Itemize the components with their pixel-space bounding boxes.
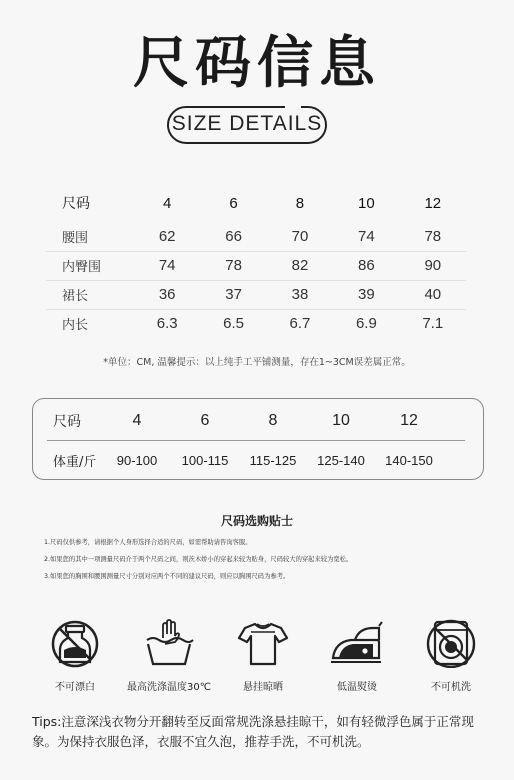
care-item-no-machine-wash — [406, 618, 496, 693]
table-cell: 6.9 — [355, 315, 377, 333]
table-cell: 82 — [267, 251, 333, 280]
weight-cell: 100-115 — [181, 452, 229, 468]
washing-tips: Tips:注意深浅衣物分开翻转至反面常规洗涤悬挂晾干，如有轻微浮色属于正常现象。为保持衣服色泽，衣服不宜久泡，推荐手洗，不可机洗。 — [32, 714, 474, 749]
list-item: 1.尺码仅供参考，请根据个人身形选择合适的尺码，如需帮助请咨询客服。 — [44, 539, 252, 546]
care-item-hang-dry — [218, 618, 308, 693]
table-cell: 6.3 — [156, 315, 178, 333]
row-label: 内臀围 — [46, 251, 134, 280]
table-cell: 6.7 — [289, 315, 311, 333]
size-cell: 10 — [332, 412, 350, 429]
table-row — [46, 251, 466, 280]
column-header: 12 — [424, 194, 442, 212]
table-cell: 7.1 — [422, 315, 444, 333]
weight-cell: 125-140 — [317, 452, 365, 468]
table-cell: 78 — [400, 222, 466, 251]
page-title: 尺码信息 — [133, 31, 381, 96]
page-subtitle: SIZE DETAILS — [171, 112, 323, 135]
column-header: 尺码 — [62, 196, 90, 212]
care-label: 不可机洗 — [431, 682, 471, 693]
weight-row-label: 体重/斤 — [53, 454, 97, 470]
low-iron-icon — [329, 618, 385, 668]
table-cell: 6.5 — [223, 315, 245, 333]
table-cell: 70 — [267, 222, 333, 251]
table-cell: 39 — [333, 280, 399, 309]
column-header: 10 — [358, 194, 375, 212]
table-cell: 74 — [333, 222, 399, 251]
care-label: 不可漂白 — [55, 682, 95, 693]
size-cell: 4 — [132, 412, 142, 429]
wash-30-icon — [143, 618, 195, 668]
table-cell: 62 — [134, 222, 200, 251]
weight-cell: 140-150 — [385, 452, 433, 468]
weight-table — [32, 398, 484, 480]
subtitle-badge — [167, 106, 327, 144]
shopping-tips-title: 尺码选购贴士 — [220, 514, 293, 528]
size-table-header — [46, 184, 466, 222]
column-header: 8 — [295, 194, 305, 212]
table-cell: 66 — [200, 222, 266, 251]
weight-table-size-row — [33, 403, 485, 439]
care-item-low-iron — [312, 618, 402, 693]
table-row — [46, 280, 466, 309]
table-cell: 40 — [400, 280, 466, 309]
list-item: 2.如果您的其中一项测量尺码介于两个尺码之间，则茨木娇小的穿起来较为贴身，尺码较大的穿起来较为宽松。 — [44, 556, 353, 563]
column-header: 6 — [229, 194, 238, 212]
list-item: 3.如果您的胸围和腰围测量尺寸分别对应两个不同的建议尺码，则应以胸围尺码为参考。 — [44, 573, 290, 580]
no-machine-wash-icon — [425, 618, 477, 668]
size-cell: 8 — [268, 412, 278, 429]
table-cell: 86 — [333, 251, 399, 280]
row-label: 裙长 — [46, 280, 134, 309]
table-cell: 36 — [134, 280, 200, 309]
size-row-label: 尺码 — [53, 414, 81, 430]
care-instructions — [30, 618, 490, 708]
table-cell: 74 — [134, 251, 200, 280]
weight-table-weight-row — [33, 443, 485, 477]
table-row — [46, 222, 466, 251]
care-label: 悬挂晾晒 — [243, 682, 283, 693]
weight-table-divider — [47, 440, 465, 441]
size-cell: 12 — [400, 412, 418, 429]
size-table — [46, 184, 466, 338]
weight-cell: 115-125 — [249, 452, 297, 468]
table-cell: 38 — [267, 280, 333, 309]
measurement-note: *单位：CM, 温馨提示：以上纯手工平铺测量，存在1~3CM误差属正常。 — [103, 357, 411, 368]
shopping-tips-list — [44, 534, 484, 585]
table-cell: 37 — [200, 280, 266, 309]
care-item-wash-30 — [124, 618, 214, 693]
care-label: 最高洗涤温度30℃ — [127, 682, 211, 693]
hang-dry-icon — [237, 618, 289, 668]
no-bleach-icon — [50, 618, 100, 668]
table-row — [46, 309, 466, 338]
table-cell: 78 — [200, 251, 266, 280]
care-label: 低温熨烫 — [337, 682, 377, 693]
column-header: 4 — [163, 194, 172, 212]
row-label: 内长 — [62, 318, 89, 334]
row-label: 腰围 — [46, 222, 134, 251]
care-item-no-bleach — [30, 618, 120, 693]
size-cell: 6 — [200, 412, 210, 429]
weight-cell: 90-100 — [116, 452, 158, 468]
table-cell: 90 — [400, 251, 466, 280]
